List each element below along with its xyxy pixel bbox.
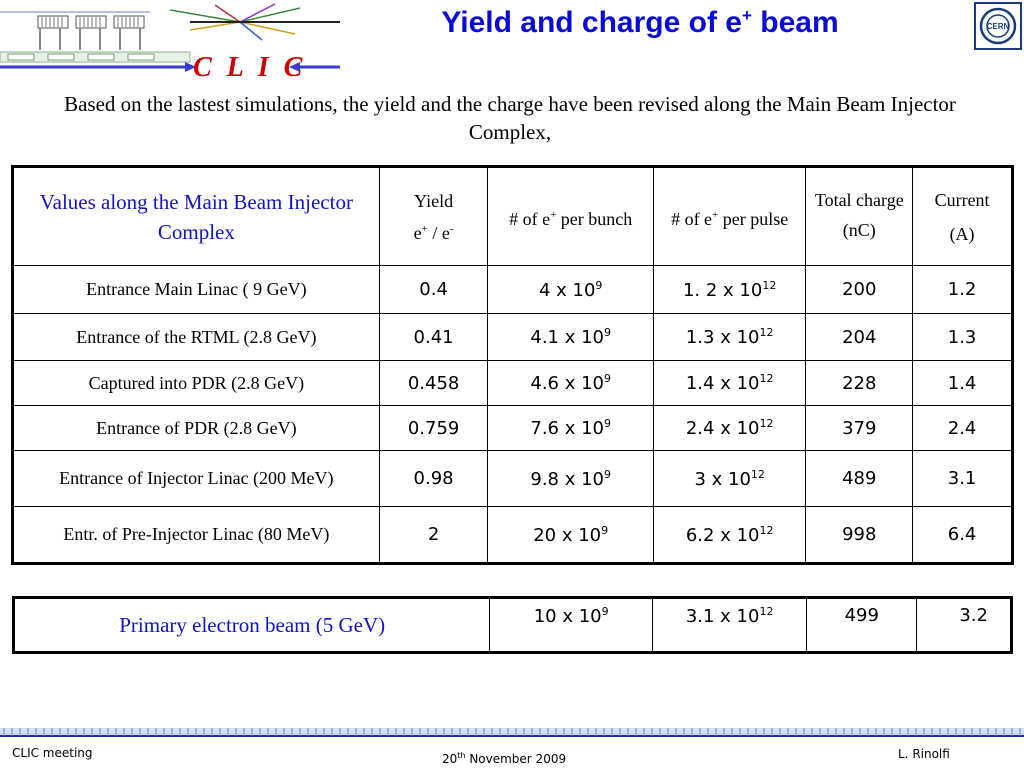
cell-yield: 2 (379, 507, 488, 564)
cell-current: 2.4 (913, 406, 1013, 451)
cell-current: 1.4 (913, 361, 1013, 406)
footer-bar (0, 726, 1024, 740)
cell-per-pulse: 2.4 x $10^{12}$ (653, 406, 805, 451)
primary-beam-table (12, 596, 1013, 654)
table-header-row (13, 167, 1013, 266)
cell-current: 1.2 (913, 266, 1013, 314)
cell-per-pulse: 1.3 x $10^{12}$ (653, 314, 805, 361)
header-location: Values along the Main Beam Injector Complex (13, 167, 380, 266)
table-row (13, 451, 1013, 507)
cell-total-charge: 228 (806, 361, 913, 406)
cell-yield: 0.759 (379, 406, 488, 451)
row-label: Entrance of Injector Linac (200 MeV) (13, 451, 380, 507)
footer-author: L. Rinolfi (898, 747, 950, 761)
cell-yield: 0.41 (379, 314, 488, 361)
cell-per-bunch: 9.8 x $10^9$ (488, 451, 653, 507)
cell-current: 6.4 (913, 507, 1013, 564)
cell-total-charge: 204 (806, 314, 913, 361)
cell-yield: 0.458 (379, 361, 488, 406)
cell-total-charge: 379 (806, 406, 913, 451)
table-row (13, 361, 1013, 406)
header-current: Current (A) (913, 167, 1013, 266)
svg-text:CERN: CERN (986, 22, 1010, 31)
header-per-bunch: # of e+ per bunch (488, 167, 653, 266)
primary-beam-row (14, 598, 1012, 653)
cell-yield: 0.4 (379, 266, 488, 314)
cell-per-pulse: 6.2 x $10^{12}$ (653, 507, 805, 564)
row-label: Captured into PDR (2.8 GeV) (13, 361, 380, 406)
primary-pulse: 3.1 x $10^{12}$ (652, 598, 807, 653)
header-per-pulse: # of e+ per pulse (653, 167, 805, 266)
clic-logo-text: C L I C (193, 52, 307, 83)
table-row (13, 266, 1013, 314)
cell-per-bunch: 4.1 x $10^9$ (488, 314, 653, 361)
cell-total-charge: 200 (806, 266, 913, 314)
primary-bunch: 10 x $10^9$ (490, 598, 652, 653)
cell-per-bunch: 4 x $10^9$ (488, 266, 653, 314)
row-label: Entr. of Pre-Injector Linac (80 MeV) (13, 507, 380, 564)
cell-per-bunch: 4.6 x $10^9$ (488, 361, 653, 406)
primary-beam-label: Primary electron beam (5 GeV) (14, 598, 490, 653)
yield-table (11, 165, 1014, 565)
row-label: Entrance of the RTML (2.8 GeV) (13, 314, 380, 361)
cell-current: 1.3 (913, 314, 1013, 361)
footer-date: 20th November 2009 (442, 751, 567, 766)
cell-per-pulse: 3 x $10^{12}$ (653, 451, 805, 507)
cern-logo (974, 2, 1022, 50)
cell-total-charge: 998 (806, 507, 913, 564)
primary-current: 3.2 (917, 598, 1012, 653)
table-row (13, 406, 1013, 451)
header-yield: Yield e+ / e- (379, 167, 488, 266)
row-label: Entrance Main Linac ( 9 GeV) (13, 266, 380, 314)
cell-per-bunch: 20 x $10^9$ (488, 507, 653, 564)
cell-yield: 0.98 (379, 451, 488, 507)
cell-per-bunch: 7.6 x $10^9$ (488, 406, 653, 451)
cell-per-pulse: 1.4 x $10^{12}$ (653, 361, 805, 406)
header-total-charge: Total charge (nC) (806, 167, 913, 266)
cell-total-charge: 489 (806, 451, 913, 507)
cell-current: 3.1 (913, 451, 1013, 507)
row-label: Entrance of PDR (2.8 GeV) (13, 406, 380, 451)
primary-charge: 499 (807, 598, 917, 653)
footer-meeting: CLIC meeting (12, 746, 93, 760)
page-title: Yield and charge of e+ beam (441, 6, 839, 39)
table-row (13, 314, 1013, 361)
table-row (13, 507, 1013, 564)
cell-per-pulse: 1. 2 x $10^{12}$ (653, 266, 805, 314)
intro-text: Based on the lastest simulations, the yield and the charge have been revised along the Main Beam Injector Complex, (64, 92, 956, 144)
